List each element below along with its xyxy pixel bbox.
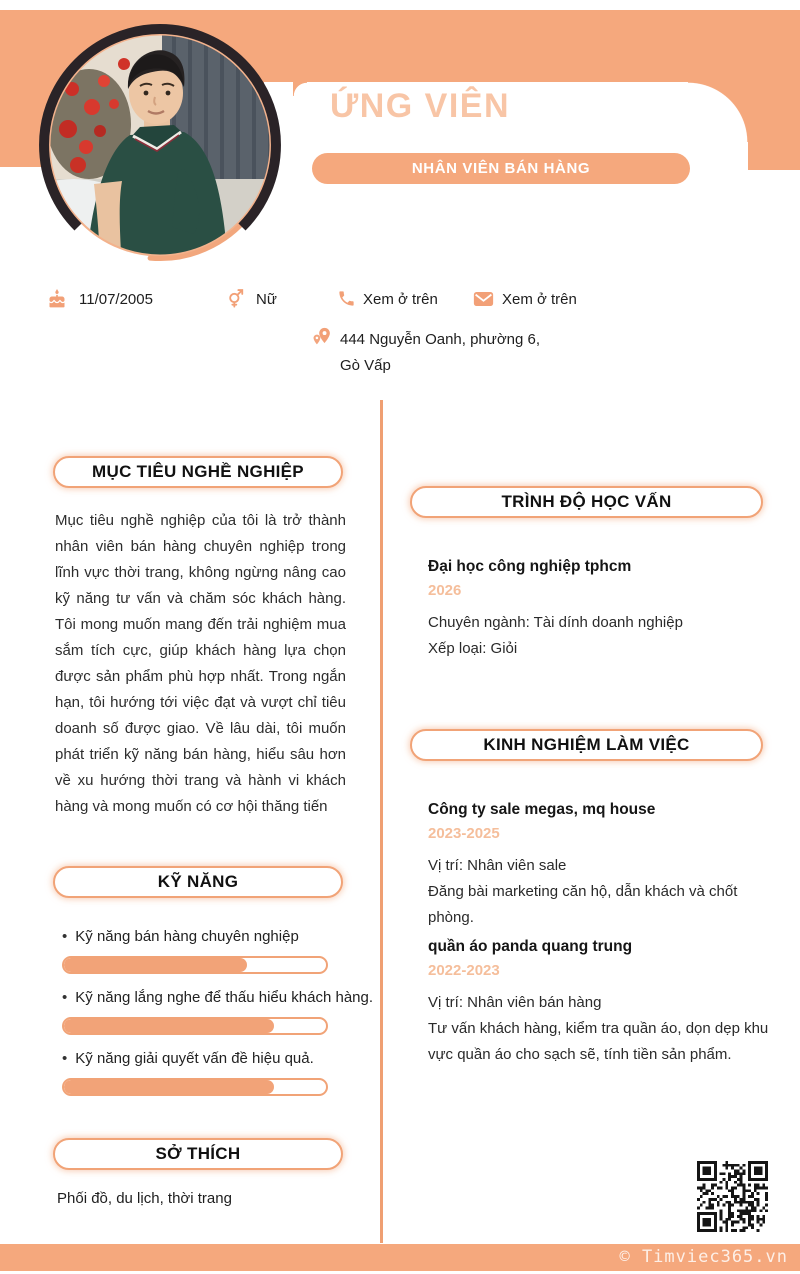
skill-label: • Kỹ năng bán hàng chuyên nghiệp bbox=[62, 928, 299, 945]
experience-details bbox=[428, 990, 776, 1068]
section-title-experience: KINH NGHIỆM LÀM VIỆC bbox=[410, 729, 763, 761]
profile-photo bbox=[34, 19, 286, 271]
education-school: Đại học công nghiệp tphcm bbox=[428, 558, 632, 575]
skill-bar bbox=[62, 1017, 328, 1035]
skill-bar-fill bbox=[64, 958, 247, 972]
header-corner-curve bbox=[688, 82, 748, 142]
profile-photo-graphic bbox=[34, 19, 286, 271]
watermark-credit: © Timviec365.vn bbox=[619, 1247, 788, 1267]
location-pin-icon bbox=[311, 326, 333, 355]
phone-value: Xem ở trên bbox=[363, 291, 438, 308]
skill-bar-fill bbox=[64, 1019, 274, 1033]
mail-icon bbox=[473, 291, 494, 312]
experience-position: Vị trí: Nhân viên sale bbox=[428, 857, 567, 874]
experience-time: 2022-2023 bbox=[428, 962, 500, 979]
section-title-objective: MỤC TIÊU NGHỀ NGHIỆP bbox=[53, 456, 343, 488]
education-major: Chuyên ngành: Tài dính doanh nghiệp bbox=[428, 614, 683, 631]
skill-bar bbox=[62, 956, 328, 974]
skill-bar-fill bbox=[64, 1080, 274, 1094]
gender-value: Nữ bbox=[256, 291, 277, 308]
header-corner-small bbox=[293, 82, 307, 96]
birthday-cake-icon bbox=[47, 289, 67, 314]
address-value: 444 Nguyễn Oanh, phường 6, Gò Vấp bbox=[340, 331, 541, 374]
footer-band bbox=[0, 1244, 800, 1271]
experience-description: Đăng bài marketing căn hộ, dẫn khách và chốt phòng. bbox=[428, 883, 738, 926]
phone-icon bbox=[337, 289, 356, 313]
experience-description: Tư vấn khách hàng, kiểm tra quần áo, dọn dẹp khu vực quần áo cho sạch sẽ, tính tiền sản phẩm. bbox=[428, 1020, 769, 1063]
gender-icon bbox=[226, 287, 246, 314]
skill-bar bbox=[62, 1078, 328, 1096]
education-time: 2026 bbox=[428, 582, 462, 599]
email-value: Xem ở trên bbox=[502, 291, 577, 308]
section-title-education: TRÌNH ĐỘ HỌC VẤN bbox=[410, 486, 763, 518]
skill-label: • Kỹ năng lắng nghe để thấu hiểu khách hàng. bbox=[62, 989, 373, 1006]
experience-details bbox=[428, 853, 784, 931]
experience-company: Công ty sale megas, mq house bbox=[428, 801, 656, 818]
experience-company: quần áo panda quang trung bbox=[428, 938, 633, 955]
objective-text: Mục tiêu nghề nghiệp của tôi là trở thành nhân viên bán hàng chuyên nghiệp trong lĩnh vực thời trang, không ngừng nâng cao kỹ năng tư vấn và chăm sóc khách hàng. Tôi mong muốn mang đến trải nghiệm mua sắm tích cực, giúp khách hàng lựa chọn được sản phẩm phù hợp nhất. Trong ngắn hạn, tôi hướng tới việc đạt và vượt chỉ tiêu doanh số được giao. Về lâu dài, tôi muốn phát triển kỹ năng bán hàng, hiểu sâu hơn về xu hướng thời trang và hành vi khách hàng và mong muốn có cơ hội thăng tiến bbox=[55, 512, 346, 815]
hobbies-text: Phối đồ, du lịch, thời trang bbox=[57, 1190, 232, 1207]
header-right-block bbox=[748, 10, 800, 170]
education-grade: Xếp loại: Giỏi bbox=[428, 640, 518, 657]
experience-time: 2023-2025 bbox=[428, 825, 500, 842]
column-divider bbox=[380, 400, 383, 1243]
qr-code bbox=[697, 1161, 768, 1232]
page-title: ỨNG VIÊN bbox=[330, 87, 511, 125]
experience-position: Vị trí: Nhân viên bán hàng bbox=[428, 994, 602, 1011]
section-title-skills: KỸ NĂNG bbox=[53, 866, 343, 898]
section-title-hobbies: SỞ THÍCH bbox=[53, 1138, 343, 1170]
skill-label: • Kỹ năng giải quyết vấn đề hiệu quả. bbox=[62, 1050, 314, 1067]
education-details bbox=[428, 610, 776, 662]
birthday-value: 11/07/2005 bbox=[79, 291, 153, 308]
job-title-badge: NHÂN VIÊN BÁN HÀNG bbox=[312, 153, 690, 184]
